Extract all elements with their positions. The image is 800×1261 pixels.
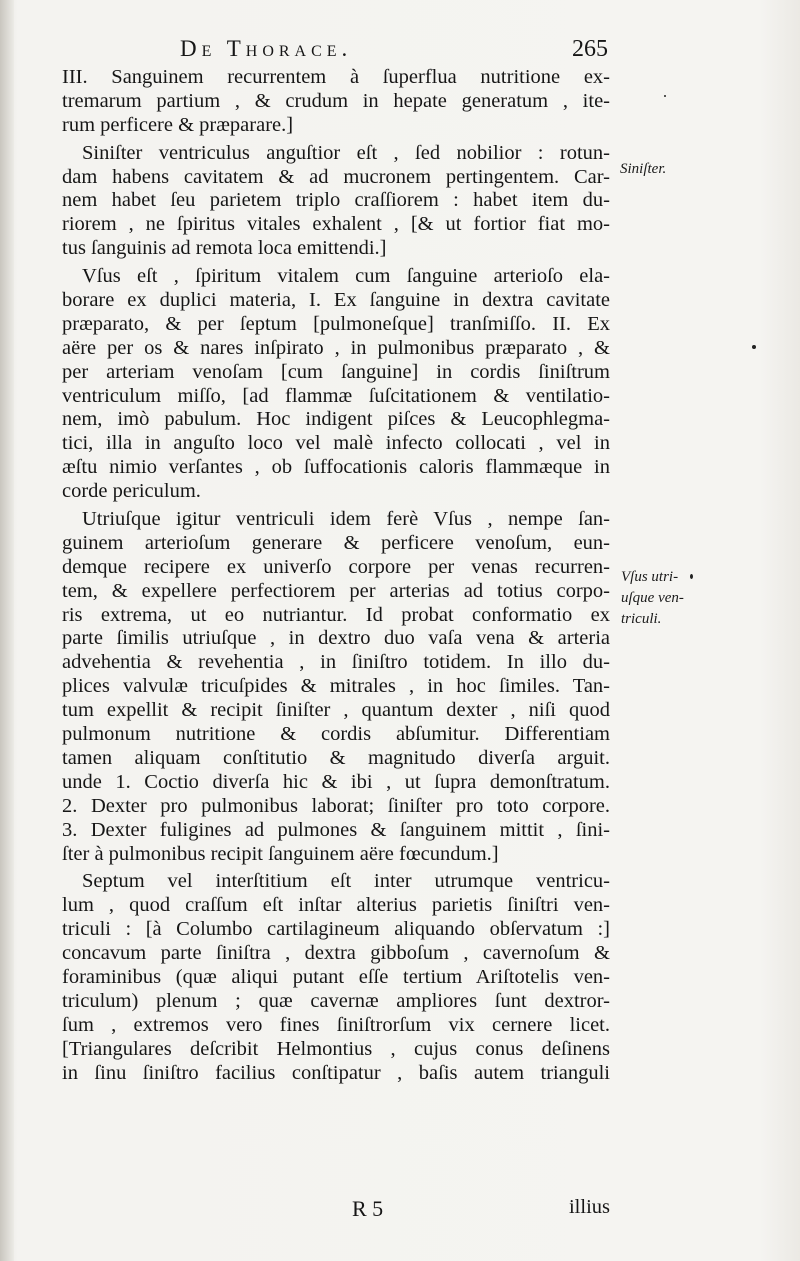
ink-speck <box>664 95 666 97</box>
text-line: nem habet ſeu parietem triplo craſſiorem : habet item du- <box>62 189 610 212</box>
text-line: Utriuſque igitur ventriculi idem ferè Vſus , nempe ſan- <box>82 508 610 531</box>
text-line: ris extrema, ut eo nutriantur. Id probat conformatio ex <box>62 603 610 626</box>
text-line: Vſus eſt , ſpiritum vitalem cum ſanguine arterioſo ela- <box>82 265 610 288</box>
paragraph <box>62 870 610 1085</box>
body-text <box>62 66 610 1085</box>
text-line: corde periculum. <box>62 480 201 503</box>
text-line: tus ſanguinis ad remota loca emittendi.] <box>62 237 387 260</box>
text-line: plices valvulæ tricuſpides & mitrales , in hoc ſimiles. Tan- <box>62 675 610 698</box>
text-line: concavum parte ſiniſtra , dextra gibboſum , cavernoſum & <box>62 942 610 965</box>
text-line: tum expellit & recipit ſiniſter , quantum dexter , niſi quod <box>62 699 610 722</box>
text-line: borare ex duplici materia, I. Ex ſanguine in dextra cavitate <box>62 289 610 312</box>
margin-note-siniser <box>620 159 666 180</box>
text-line: 3. Dexter fuligines ad pulmones & ſanguinem mittit , ſini- <box>62 818 610 841</box>
text-line: Septum vel interſtitium eſt inter utrumque ventricu- <box>82 870 610 893</box>
text-line: advehentia & revehentia , in ſiniſtro totidem. In illo du- <box>62 651 610 674</box>
text-line: parte ſimilis utriuſque , in dextro duo vaſa vena & arteria <box>62 627 610 650</box>
text-line: ſter à pulmonibus recipit ſanguinem aëre fœcundum.] <box>62 842 499 865</box>
text-line: ſum , extremos vero fines ſiniſtrorſum vix cernere licet. <box>62 1013 610 1036</box>
text-line: Siniſter ventriculus anguſtior eſt , ſed nobilior : rotun- <box>82 141 610 164</box>
text-line: foraminibus (quæ aliqui putant eſſe tertium Ariſtotelis ven- <box>62 965 610 988</box>
ink-speck <box>690 574 693 579</box>
paragraph <box>62 508 610 866</box>
text-line: præparato, & per ſeptum [pulmoneſque] tranſmiſſo. II. Ex <box>62 312 610 335</box>
text-line: unde 1. Coctio diverſa hic & ibi , ut ſupra demonſtratum. <box>62 770 610 793</box>
margin-note-line: Vſus utri- <box>621 569 679 585</box>
text-line: triculum) plenum ; quæ cavernæ ampliores ſunt dextror- <box>62 989 610 1012</box>
margin-note-line: triculi. <box>621 611 662 627</box>
text-line: tici, illa in anguſto loco vel malè infecto collocati , vel in <box>62 432 610 455</box>
text-line: nem, imò pabulum. Hoc indigent piſces & Leucophlegma- <box>62 408 610 431</box>
text-line: riorem , ne ſpiritus vitales exhalent , [& ut fortior fiat mo- <box>62 213 610 236</box>
margin-note-text: Siniſter. <box>620 161 667 177</box>
text-line: guinem arterioſum generare & perficere venoſum, eun- <box>62 531 610 554</box>
text-line: ventriculum miſſo, [ad flammæ ſuſcitationem & ventilatio- <box>62 384 610 407</box>
page-edge-shadow <box>0 0 14 1261</box>
paragraph <box>62 66 610 138</box>
text-line: rum perficere & præparare.] <box>62 113 294 136</box>
page-footer <box>62 1196 610 1226</box>
page-number: 265 <box>572 36 608 62</box>
text-line: per arteriam venoſam [cum ſanguine] in cordis ſiniſtrum <box>62 360 610 383</box>
catchword: illius <box>568 1196 610 1218</box>
text-line: lum , quod craſſum eſt inſtar alterius parietis ſiniſtri ven- <box>62 894 610 917</box>
margin-note-usus <box>621 567 684 630</box>
paragraph <box>62 142 610 261</box>
page-header <box>60 34 608 68</box>
margin-note-line: uſque ven- <box>621 590 684 606</box>
text-line: 2. Dexter pro pulmonibus laborat; ſiniſter pro toto corpore. <box>62 794 610 817</box>
ink-speck <box>752 345 756 349</box>
running-title: De Thorace. <box>180 36 353 61</box>
text-line: demque recipere ex univerſo corpore per venas recurren- <box>62 555 610 578</box>
text-line: III. Sanguinem recurrentem à ſuperflua nutritione ex- <box>62 66 610 88</box>
text-line: dam habens cavitatem & ad mucronem pertingentem. Car- <box>62 165 610 188</box>
text-line: triculi : [à Columbo cartilagineum aliquando obſervatum :] <box>62 918 610 941</box>
text-line: aëre per os & nares inſpirato , in pulmonibus præparato , & <box>62 336 610 359</box>
text-line: tamen aliquam conſtitutio & magnitudo diverſa arguit. <box>62 746 610 769</box>
text-line: æſtu nimio verſantes , ob ſuffocationis caloris flammæque in <box>62 456 610 479</box>
text-line: in ſinu ſiniſtro facilius conſtipatur , baſis autem trianguli <box>62 1061 610 1084</box>
text-line: pulmonum nutritione & cordis abſumitur. Differentiam <box>62 723 610 746</box>
text-line: [Triangulares deſcribit Helmontius , cujus conus deſinens <box>62 1037 610 1060</box>
signature-mark: R 5 <box>352 1196 384 1221</box>
paragraph <box>62 265 610 504</box>
text-line: tem, & expellere perfectiorem per arterias ad totius corpo- <box>62 579 610 602</box>
text-line: tremarum partium , & crudum in hepate generatum , ite- <box>62 89 610 112</box>
